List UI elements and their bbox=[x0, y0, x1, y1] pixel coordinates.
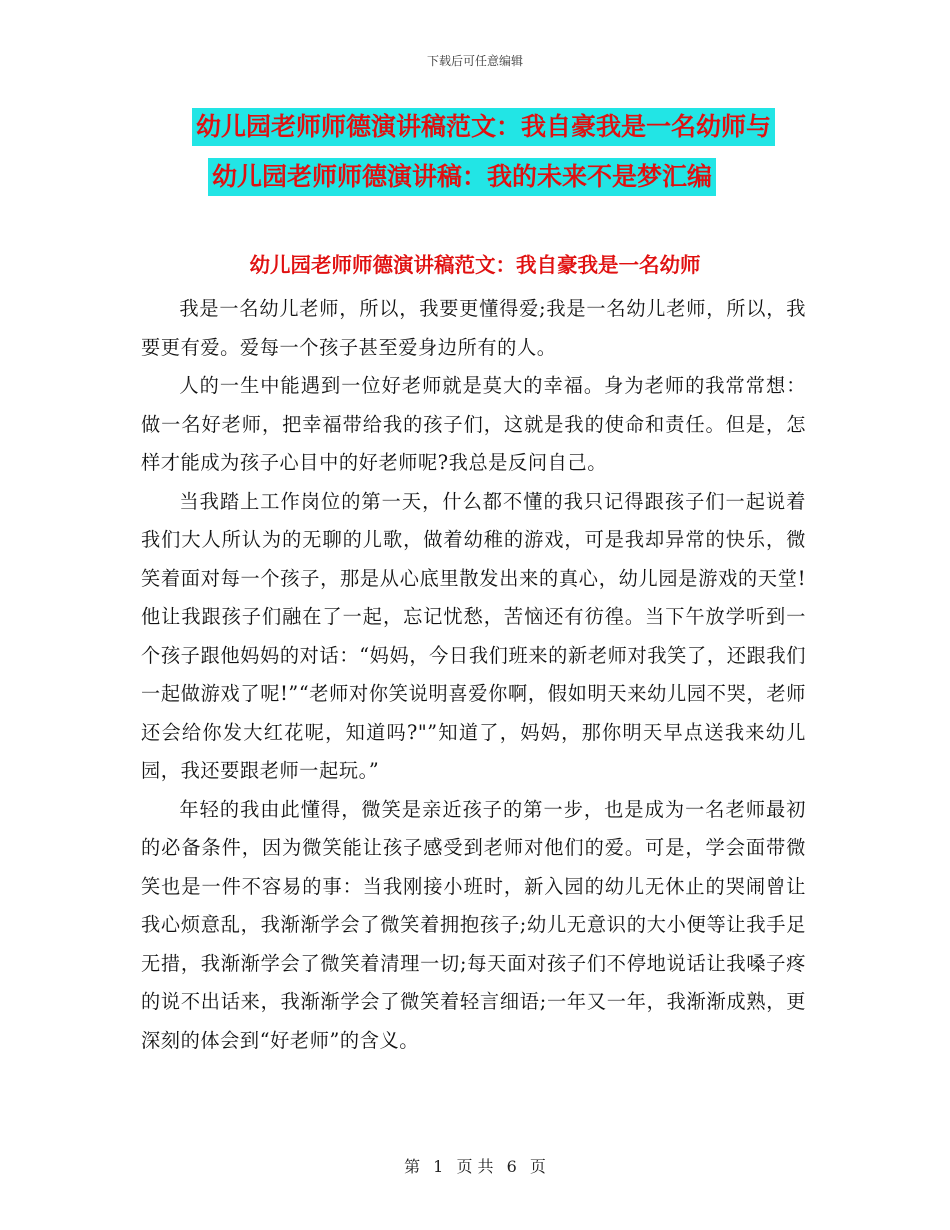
paragraph-3: 当我踏上工作岗位的第一天，什么都不懂的我只记得跟孩子们一起说着我们大人所认为的无聊的儿歌，做着幼稚的游戏，可是我却异常的快乐，微笑着面对每一个孩子，那是从心底里散发出来的真心，幼儿园是游戏的天堂!他让我跟孩子们融在了一起，忘记忧愁，苦恼还有彷徨。当下午放学听到一个孩子跟他妈妈的对话：“妈妈，今日我们班来的新老师对我笑了，还跟我们一起做游戏了呢!”“老师对你笑说明喜爱你啊，假如明天来幼儿园不哭，老师还会给你发大红花呢，知道吗?"”知道了，妈妈，那你明天早点送我来幼儿园，我还要跟老师一起玩。” bbox=[141, 489, 806, 782]
footer-page-number: 1 bbox=[433, 1157, 444, 1176]
paragraph-1: 我是一名幼儿老师，所以，我要更懂得爱;我是一名幼儿老师，所以，我要更有爱。爱每一个孩子甚至爱身边所有的人。 bbox=[141, 297, 806, 359]
footer-total-pages: 6 bbox=[506, 1157, 517, 1176]
footer-suffix: 页 bbox=[529, 1157, 546, 1176]
document-title bbox=[0, 108, 950, 196]
paragraph-4: 年轻的我由此懂得，微笑是亲近孩子的第一步，也是成为一名老师最初的必备条件，因为微笑能让孩子感受到老师对他们的爱。可是，学会面带微笑也是一件不容易的事：当我刚接小班时，新入园的幼儿无休止的哭闹曾让我心烦意乱，我渐渐学会了微笑着拥抱孩子;幼儿无意识的大小便等让我手足无措，我渐渐学会了微笑着清理一切;每天面对孩子们不停地说话让我嗓子疼的说不出话来，我渐渐学会了微笑着轻言细语;一年又一年，我渐渐成熟，更深刻的体会到“好老师”的含义。 bbox=[141, 797, 806, 1052]
section-heading: 幼儿园老师师德演讲稿范文：我自豪我是一名幼师 bbox=[249, 253, 701, 277]
footer-prefix: 第 bbox=[404, 1157, 421, 1176]
document-body bbox=[141, 290, 806, 1060]
paragraph-2: 人的一生中能遇到一位好老师就是莫大的幸福。身为老师的我常常想：做一名好老师，把幸福带给我的孩子们，这就是我的使命和责任。但是，怎样才能成为孩子心目中的好老师呢?我总是反问自己。 bbox=[141, 374, 806, 474]
page-header: 下载后可任意编辑 bbox=[426, 54, 523, 68]
title-line-2: 幼儿园老师师德演讲稿：我的未来不是梦汇编 bbox=[208, 158, 716, 196]
page-footer bbox=[0, 1154, 950, 1177]
footer-middle: 页 共 bbox=[456, 1157, 494, 1176]
title-line-1: 幼儿园老师师德演讲稿范文：我自豪我是一名幼师与 bbox=[192, 108, 775, 146]
